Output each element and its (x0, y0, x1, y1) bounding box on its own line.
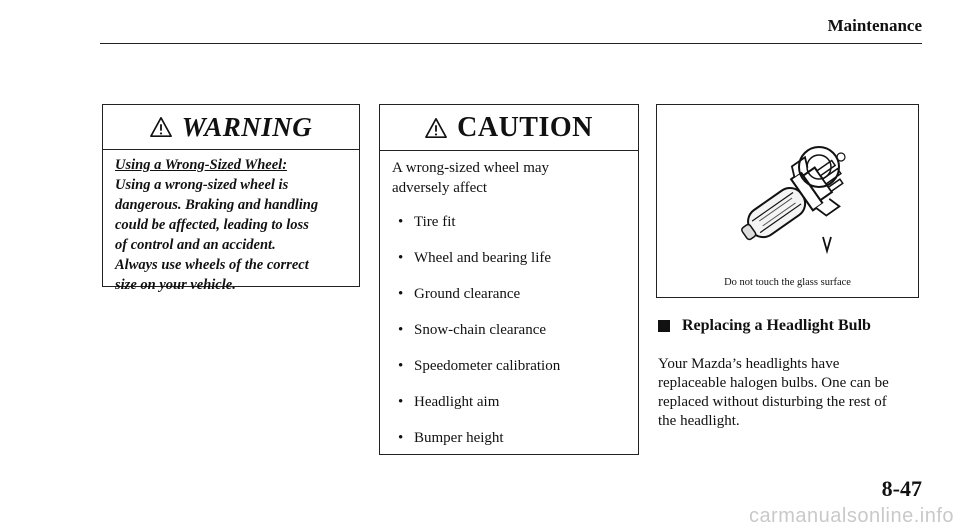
body-line: Your Mazda’s headlights have (658, 356, 840, 372)
caution-item: • Snow-chain clearance (392, 320, 626, 356)
warning-line: could be affected, leading to loss (115, 217, 309, 233)
square-bullet-icon (658, 320, 670, 332)
warning-line: Using a wrong-sized wheel is (115, 177, 289, 193)
caution-item: • Wheel and bearing life (392, 248, 626, 284)
warning-box (102, 104, 360, 293)
caution-header (380, 105, 638, 151)
body-line: replaceable halogen bulbs. One can be (658, 375, 889, 391)
figure-caption: Do not touch the glass surface (724, 277, 851, 288)
caution-body (380, 151, 638, 464)
caution-item: • Headlight aim (392, 392, 626, 428)
warning-title: WARNING (181, 111, 313, 142)
caution-item: • Bumper height (392, 428, 626, 464)
caution-item: • Ground clearance (392, 284, 626, 320)
caution-title: CAUTION (457, 111, 593, 143)
body-line: the headlight. (658, 413, 740, 429)
warning-body (103, 150, 359, 295)
caution-intro: adversely affect (392, 180, 488, 196)
figure-box (656, 104, 919, 298)
warning-header (103, 105, 359, 150)
top-rule (100, 43, 922, 44)
caution-triangle-icon (425, 117, 447, 139)
warning-subtitle: Using a Wrong-Sized Wheel: (115, 157, 288, 173)
body-line: replaced without disturbing the rest of (658, 394, 887, 410)
halogen-bulb-icon (711, 125, 871, 265)
section-heading (658, 317, 871, 335)
warning-triangle-icon (150, 116, 172, 138)
caution-item: • Tire fit (392, 212, 626, 248)
caution-item: • Speedometer calibration (392, 356, 626, 392)
page-number: 8-47 (881, 476, 922, 501)
section-heading-text: Replacing a Headlight Bulb (682, 317, 871, 334)
caution-box (379, 104, 639, 455)
warning-line: size on your vehicle. (115, 277, 236, 293)
caution-list (392, 212, 626, 464)
warning-line: Always use wheels of the correct (115, 257, 309, 273)
section-title: Maintenance (827, 16, 922, 35)
warning-line: dangerous. Braking and handling (115, 197, 319, 213)
warning-line: of control and an accident. (115, 237, 276, 253)
watermark: carmanualsonline.info (748, 505, 954, 527)
caution-intro: A wrong-sized wheel may (392, 160, 550, 176)
section-body (658, 355, 920, 431)
